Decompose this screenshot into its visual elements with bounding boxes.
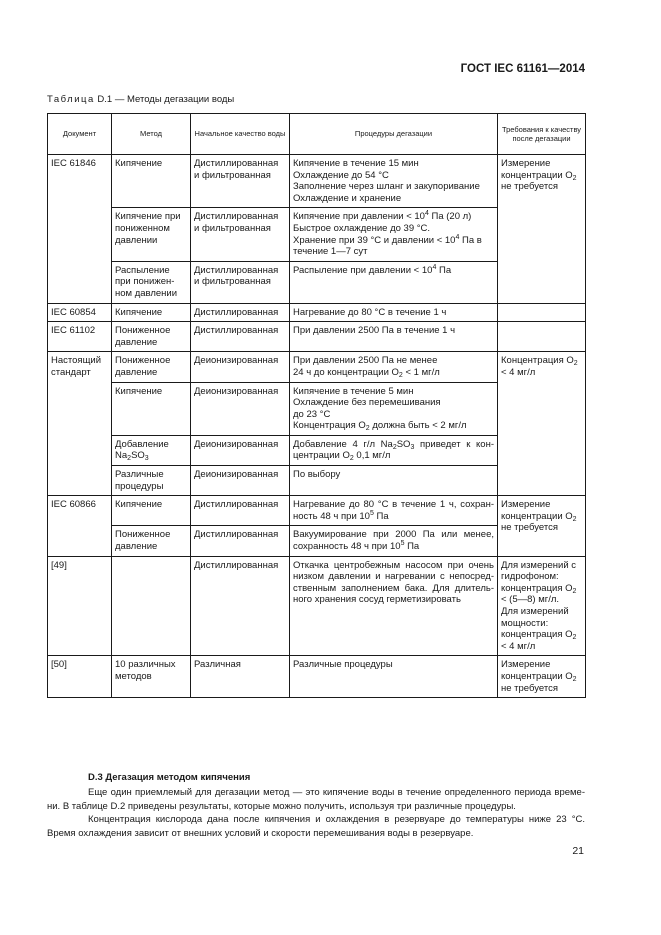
paragraph: Концентрация кислорода дана после кипячения и охлаждения в резервуаре до температуры ниже 23 °С. Время охлаждения зависит от внешних условий и скорости перемешивания воды в резервуаре. (47, 814, 585, 839)
requirement-cell: Для измерений с гидрофоном: концентрация $O_2$ < (5—8) мг/л. Для измерений мощности: концентрация $O_2 < 4$ мг/л (498, 556, 586, 656)
method-cell: Различные процедуры (112, 466, 191, 496)
table-row (48, 322, 586, 352)
requirement-cell: Измерение концентрации $O_2$ не требуется (498, 155, 586, 304)
paragraph: Еще один приемлемый для дегазации метод — это кипячение воды в течение определенного периода времени. В таблице D.2 приведены результаты, которые можно получить, используя три различные процедуры. (47, 787, 585, 812)
table-row (48, 656, 586, 698)
requirement-cell: Измерение концентрации $O_2$ не требуется (498, 496, 586, 556)
quality-cell: Дистиллированная (191, 496, 290, 526)
procedure-cell: При давлении 2500 Па не менее 24 ч до концентрации $O_2 < 1$ мг/л (290, 352, 498, 382)
document-cell: [50] (48, 656, 112, 698)
quality-cell: Деионизированная (191, 382, 290, 435)
document-cell: IEC 60866 (48, 496, 112, 556)
requirement-cell: Измерение концентрации $O_2$ не требуется (498, 656, 586, 698)
quality-cell: Дистиллированная (191, 526, 290, 556)
quality-cell: Дистиллированная (191, 322, 290, 352)
procedure-cell: Откачка центробежным насосом при очень низком давлении и нагревании с непосредственным заполнением бака. Для длительного хранения сосуд герметизировать (290, 556, 498, 656)
table-caption (47, 94, 234, 105)
procedure-cell: По выбору (290, 466, 498, 496)
document-cell: IEC 61846 (48, 155, 112, 304)
requirement-cell: Концентрация $O_2 < 4$ мг/л (498, 352, 586, 496)
column-header: Документ (48, 114, 112, 155)
requirement-cell (498, 322, 586, 352)
table-row (48, 303, 586, 322)
quality-cell: Дистиллированная и фильтрованная (191, 208, 290, 261)
table-row (48, 556, 586, 656)
document-cell: Настоящий стандарт (48, 352, 112, 496)
procedure-cell: Кипячение в течение 5 мин Охлаждение без перемешивания до 23 °С Концентрация $O_2$ должна быть < 2 мг/л (290, 382, 498, 435)
method-cell: Кипячение (112, 155, 191, 208)
quality-cell: Дистиллированная и фильтрованная (191, 261, 290, 303)
procedure-cell (290, 155, 498, 208)
page-number: 21 (572, 845, 584, 857)
procedure-line: Охлаждение и хранение (293, 192, 402, 204)
quality-cell: Дистиллированная и фильтрованная (191, 155, 290, 208)
procedure-cell: Различные процедуры (290, 656, 498, 698)
procedure-cell: Добавление 4 г/л $Na_2SO_3$ приведет к концентрации $O_2$ 0,1 мг/л (290, 435, 498, 465)
standard-code: ГОСТ IEC 61161—2014 (460, 63, 585, 75)
method-cell: Пониженное давление (112, 526, 191, 556)
column-header: Процедуры дегазации (290, 114, 498, 155)
method-cell: Кипячение (112, 382, 191, 435)
document-cell: IEC 61102 (48, 322, 112, 352)
procedure-line: Охлаждение до 54 °С (293, 169, 389, 181)
procedure-cell: Нагревание до 80 °С в течение 1 ч (290, 303, 498, 322)
procedure-line: Кипячение в течение 15 мин (293, 158, 419, 169)
procedure-cell: При давлении 2500 Па в течение 1 ч (290, 322, 498, 352)
column-header: Метод (112, 114, 191, 155)
procedure-cell: Нагревание до 80 °С в течение 1 ч, сохранность 48 ч при $10^5$ Па (290, 496, 498, 526)
method-cell: 10 различных методов (112, 656, 191, 698)
table-header-row (48, 114, 586, 155)
method-cell (112, 556, 191, 656)
quality-cell: Дистиллированная (191, 303, 290, 322)
procedure-cell: Кипячение при давлении < $10^4$ Па (20 л) Быстрое охлаждение до 39 °С. Хранение при 39 °С и давлении < $10^4$ Па в течение 1—7 сут (290, 208, 498, 261)
section-title: D.3 Дегазация методом кипячения (88, 772, 251, 783)
table-caption-number: D.1 (97, 94, 113, 105)
method-cell: Распыление при пониженном давлении (112, 261, 191, 303)
document-cell: [49] (48, 556, 112, 656)
quality-cell: Деионизированная (191, 435, 290, 465)
method-cell: Кипячение (112, 303, 191, 322)
table-row (48, 155, 586, 208)
method-cell: Кипячение (112, 496, 191, 526)
method-cell: Кипячение при пониженном давлении (112, 208, 191, 261)
procedure-cell: Вакуумирование при 2000 Па или менее, сохранность 48 ч при $10^5$ Па (290, 526, 498, 556)
procedure-cell: Распыление при давлении < $10^4$ Па (290, 261, 498, 303)
quality-cell: Деионизированная (191, 466, 290, 496)
document-cell: IEC 60854 (48, 303, 112, 322)
method-cell: Добавление $Na_2SO_3$ (112, 435, 191, 465)
table-caption-label: Таблица (47, 94, 95, 105)
column-header: Требования к качеству после дегазации (498, 114, 586, 155)
quality-cell: Деионизированная (191, 352, 290, 382)
procedure-line: Заполнение через шланг и закупоривание (293, 181, 480, 193)
quality-cell: Различная (191, 656, 290, 698)
method-cell: Пониженное давление (112, 322, 191, 352)
requirement-cell (498, 303, 586, 322)
table-row (48, 352, 586, 382)
quality-cell: Дистиллированная (191, 556, 290, 656)
table-row (48, 496, 586, 526)
table-caption-title: — Методы дегазации воды (114, 94, 235, 105)
method-cell: Пониженное давление (112, 352, 191, 382)
degassing-methods-table (47, 113, 586, 698)
column-header: Начальное качество воды (191, 114, 290, 155)
